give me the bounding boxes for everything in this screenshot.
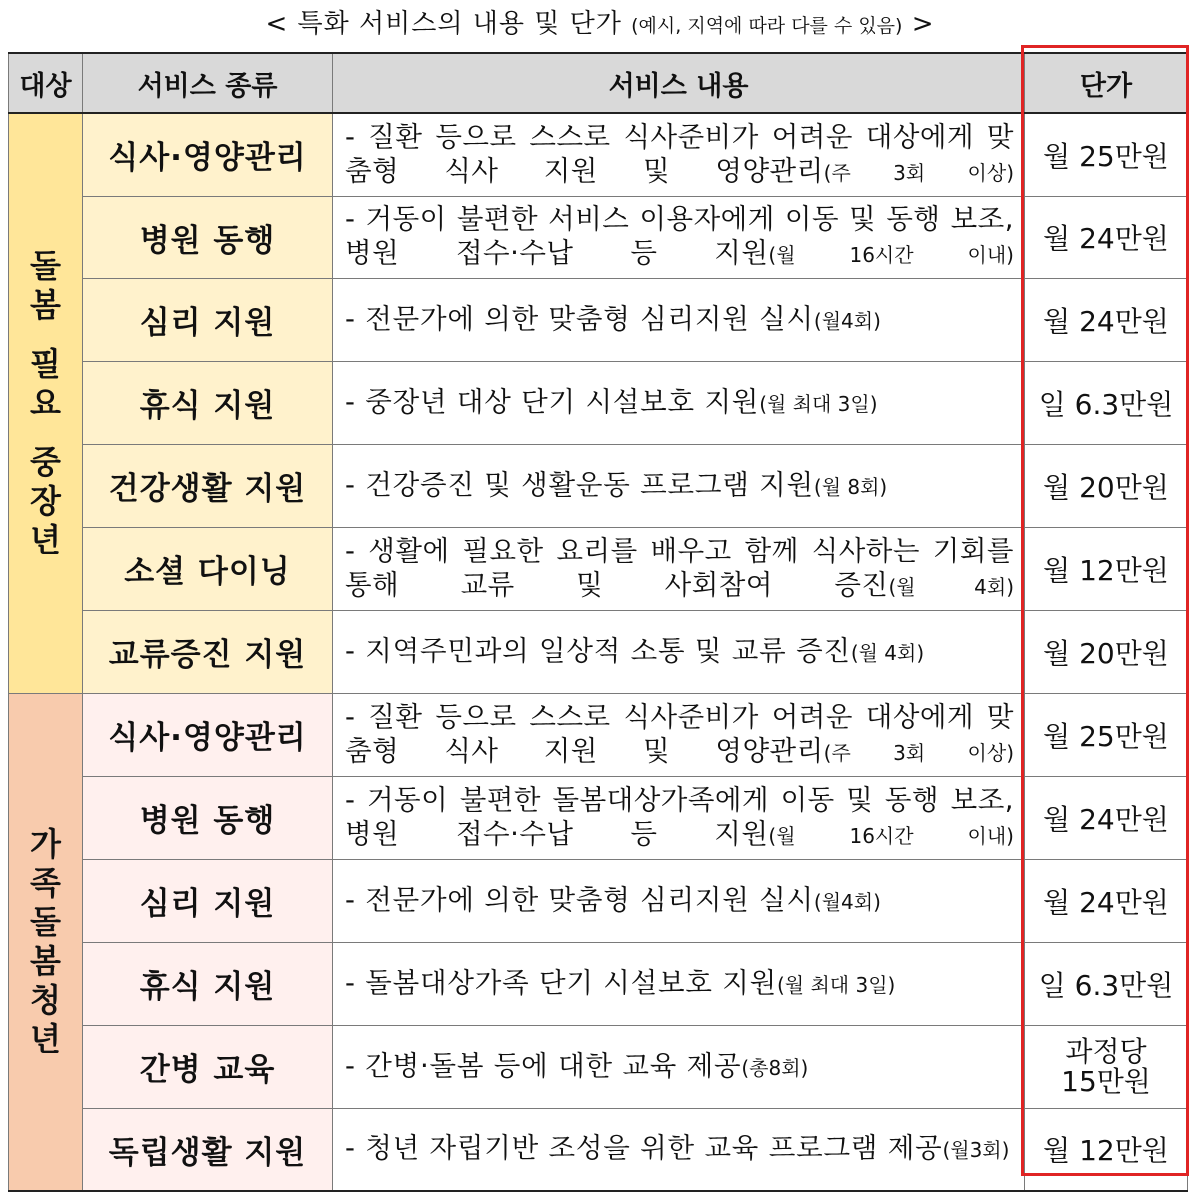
service-content-frequency: (월 최대 3일) [777, 972, 896, 997]
service-type-cell: 간병 교육 [83, 1025, 333, 1108]
service-content-cell [333, 693, 1025, 776]
group-label-char: 봄 [30, 941, 61, 980]
service-content-text: - 건강증진 및 생활운동 프로그램 지원 [345, 468, 814, 501]
unit-price-cell [1025, 1025, 1188, 1108]
service-content-cell [333, 196, 1025, 278]
group-label-char: 봄 [30, 285, 61, 324]
table-row [9, 113, 1188, 196]
service-content-frequency: (월4회) [813, 889, 881, 914]
group-label-char: 년 [30, 1019, 61, 1058]
unit-price-cell: 월 24만원 [1025, 278, 1188, 361]
table-row [9, 1025, 1188, 1108]
group-label-middle-aged [9, 113, 83, 693]
service-content-text: - 간병·돌봄 등에 대한 교육 제공 [345, 1049, 742, 1082]
table-row [9, 196, 1188, 278]
group-label-char: 족 [30, 863, 61, 902]
table-row [9, 693, 1188, 776]
service-type-cell: 식사·영양관리 [83, 693, 333, 776]
group-label-char: 중 [30, 442, 61, 481]
service-price-table [8, 52, 1188, 1192]
service-content-text: - 전문가에 의한 맞춤형 심리지원 실시 [345, 302, 814, 335]
service-content-text: - 질환 등으로 스스로 식사준비가 어려운 대상에게 맞춤형 식사 지원 및 영양관리 [345, 120, 1014, 187]
group-label-char [9, 423, 82, 443]
title-end: > [911, 9, 935, 39]
service-content-cell [333, 278, 1025, 361]
header-service-type: 서비스 종류 [83, 53, 333, 113]
service-content-cell [333, 942, 1025, 1025]
service-type-cell: 소셜 다이닝 [83, 527, 333, 610]
service-type-cell: 심리 지원 [83, 859, 333, 942]
unit-price-cell: 월 12만원 [1025, 527, 1188, 610]
service-type-cell: 심리 지원 [83, 278, 333, 361]
service-content-frequency: (월 최대 3일) [759, 391, 878, 416]
service-type-cell: 식사·영양관리 [83, 113, 333, 196]
group-label-char: 돌 [30, 246, 61, 285]
service-content-text: - 청년 자립기반 조성을 위한 교육 프로그램 제공 [345, 1132, 943, 1165]
service-content-frequency: (월 4회) [850, 640, 925, 665]
unit-price-cell: 월 24만원 [1025, 776, 1188, 859]
header-target: 대상 [9, 53, 83, 113]
service-content-cell [333, 113, 1025, 196]
unit-price-cell: 월 24만원 [1025, 196, 1188, 278]
group-label-young-carers [9, 693, 83, 1191]
service-type-cell: 건강생활 지원 [83, 444, 333, 527]
service-content-frequency: (월 16시간 이내) [768, 243, 1014, 267]
table-row [9, 361, 1188, 444]
service-content-text: - 질환 등으로 스스로 식사준비가 어려운 대상에게 맞춤형 식사 지원 및 영양관리 [345, 700, 1014, 767]
header-service-content: 서비스 내용 [333, 53, 1025, 113]
group-label-char: 장 [30, 481, 61, 520]
group-label-char: 년 [30, 520, 61, 559]
table-row [9, 527, 1188, 610]
table-row [9, 942, 1188, 1025]
table-row [9, 610, 1188, 693]
service-content-frequency: (월 8회) [813, 474, 888, 499]
service-content-cell [333, 859, 1025, 942]
unit-price-cell: 월 20만원 [1025, 444, 1188, 527]
service-content-frequency: (월3회) [942, 1138, 1010, 1163]
title-note: (예시, 지역에 따라 다를 수 있음) [631, 15, 903, 37]
unit-price-line: 15만원 [1061, 1064, 1151, 1098]
service-type-cell: 휴식 지원 [83, 361, 333, 444]
unit-price-cell: 월 20만원 [1025, 610, 1188, 693]
service-content-cell [333, 444, 1025, 527]
service-content-cell [333, 527, 1025, 610]
service-content-frequency: (월 4회) [888, 574, 1014, 599]
unit-price-line: 과정당 [1065, 1034, 1147, 1068]
table-row [9, 859, 1188, 942]
table-row [9, 278, 1188, 361]
service-content-frequency: (월4회) [813, 308, 881, 333]
service-type-cell: 병원 동행 [83, 196, 333, 278]
header-unit-price: 단가 [1025, 53, 1188, 113]
title-main: < 특화 서비스의 내용 및 단가 [265, 9, 622, 39]
service-content-text: - 거동이 불편한 서비스 이용자에게 이동 및 동행 보조, 병원 접수·수납 등 지원 [345, 203, 1014, 269]
service-content-cell [333, 361, 1025, 444]
unit-price-cell: 월 25만원 [1025, 693, 1188, 776]
service-type-cell: 휴식 지원 [83, 942, 333, 1025]
service-content-text: - 거동이 불편한 돌봄대상가족에게 이동 및 동행 보조, 병원 접수·수납 등 지원 [345, 783, 1014, 850]
service-type-cell: 병원 동행 [83, 776, 333, 859]
service-content-frequency: (월 16시간 이내) [768, 823, 1014, 848]
service-content-text: - 생활에 필요한 요리를 배우고 함께 식사하는 기회를 통해 교류 및 사회참여 증진 [345, 534, 1014, 601]
table-row [9, 1108, 1188, 1191]
service-content-text: - 전문가에 의한 맞춤형 심리지원 실시 [345, 883, 814, 916]
service-content-cell [333, 776, 1025, 859]
unit-price-cell: 일 6.3만원 [1025, 361, 1188, 444]
group-label-char [9, 325, 82, 345]
header-row [9, 53, 1188, 113]
table-title [0, 4, 1200, 44]
service-type-cell: 독립생활 지원 [83, 1108, 333, 1191]
unit-price-cell: 월 12만원 [1025, 1108, 1188, 1191]
service-content-frequency: (총8회) [741, 1055, 809, 1080]
service-content-text: - 중장년 대상 단기 시설보호 지원 [345, 385, 760, 418]
service-content-cell [333, 1108, 1025, 1191]
table-row [9, 776, 1188, 859]
group-label-char: 청 [30, 980, 61, 1019]
table-row [9, 444, 1188, 527]
unit-price-cell: 월 24만원 [1025, 859, 1188, 942]
service-content-text: - 돌봄대상가족 단기 시설보호 지원 [345, 966, 777, 999]
unit-price-cell: 일 6.3만원 [1025, 942, 1188, 1025]
service-content-cell [333, 1025, 1025, 1108]
service-content-cell [333, 610, 1025, 693]
group-label-char: 필 [30, 344, 61, 383]
service-content-frequency: (주 3회 이상) [823, 160, 1014, 185]
table-body [9, 113, 1188, 1191]
service-content-frequency: (주 3회 이상) [823, 740, 1014, 765]
group-label-char: 요 [30, 383, 61, 422]
group-label-char: 가 [30, 824, 61, 863]
unit-price-cell: 월 25만원 [1025, 113, 1188, 196]
group-label-char: 돌 [30, 902, 61, 941]
service-type-cell: 교류증진 지원 [83, 610, 333, 693]
service-content-text: - 지역주민과의 일상적 소통 및 교류 증진 [345, 634, 851, 667]
